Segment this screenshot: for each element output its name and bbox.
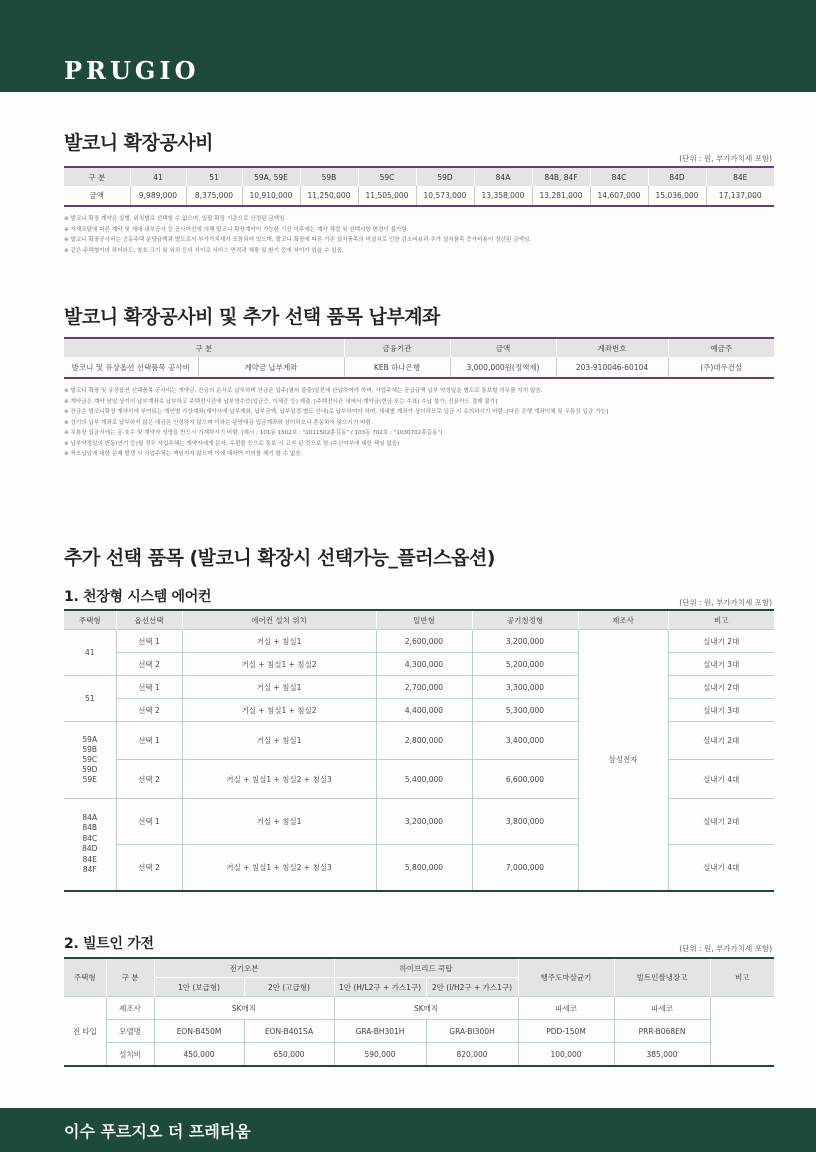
- section1-unit: (단위 : 원, 부가가치세 포함): [679, 154, 772, 163]
- location-cell: 거실 + 침실1: [182, 676, 376, 699]
- location-cell: 거실 + 침실1: [182, 722, 376, 760]
- header-bar: [0, 0, 816, 92]
- header-cell: 옵션선택: [116, 610, 182, 630]
- note-line: ※ 발코니 확장공사비는 공동주택 분양금액과 별도로서 부가가치세가 포함되어 있으며, 발코니 확장에 따른 기존 설치품목의 미설치로 인한 감소비용과 추가 설치품목 증가비용이 정산된 금액임.: [64, 237, 532, 243]
- header-cell: 59A, 59E: [242, 167, 300, 186]
- table-row: [64, 630, 774, 653]
- oven1-cell: EON-B450M: [154, 1020, 244, 1043]
- option-cell: 선택 2: [116, 760, 182, 799]
- header-cell: 빌트인쌀냉장고: [614, 958, 710, 997]
- balcony-cost-table: [64, 166, 774, 207]
- house-type-cell: 41: [64, 630, 116, 676]
- normal-price-cell: 4,400,000: [376, 699, 472, 722]
- header-cell: 59D: [416, 167, 474, 186]
- table-header-row: [64, 610, 774, 630]
- builtin-unit: (단위 : 원, 부가가치세 포함): [679, 944, 772, 953]
- location-cell: 거실 + 침실1 + 침실2 + 침실3: [182, 760, 376, 799]
- header-cell: 하이브리드 쿡탑: [334, 958, 518, 978]
- header-cell: 51: [186, 167, 242, 186]
- location-cell: 거실 + 침실1 + 침실2: [182, 653, 376, 676]
- table-cell: 14,607,000: [590, 186, 648, 206]
- note-cell: 실내기 2대: [668, 676, 774, 699]
- header-cell: 84D: [648, 167, 706, 186]
- aircon-unit: (단위 : 원, 부가가치세 포함): [679, 598, 772, 607]
- table-row: [64, 676, 774, 699]
- note-line: ※ 착오납입에 대한 문제 발생 시 사업주체는 책임지지 않으며 이에 대하여 이의를 제기 할 수 없음.: [64, 451, 303, 457]
- table-cell: KEB 하나은행: [344, 357, 450, 378]
- option-cell: 선택 2: [116, 845, 182, 891]
- builtin-appliance-table: [64, 957, 774, 1067]
- note-line: ※ 발코니 확장 및 유상옵션 선택품목 공사비는 계약금, 잔금의 순서로 납부하며 잔금은 입주(열쇠 불출)일전에 완납하여야 하며, 사업주체는 공급금액 납부 약정일을 별도로 통보할 의무를 지지 않음.: [64, 388, 543, 394]
- table-cell: 9,989,000: [130, 186, 186, 206]
- note-line: ※ 납부약정일의 변동(연기 등)될 경우 사업주체는 계약자에게 문자, 우편물 등으로 통보 시 고지 된 것으로 함.(수신여부에 대한 책임 없음): [64, 440, 400, 447]
- note-cell: 실내기 3대: [668, 653, 774, 676]
- oven2-cell: EON-B401SA: [244, 1020, 334, 1043]
- header-cell: 에어컨 설치 위치: [182, 610, 376, 630]
- header-cell: 59B: [300, 167, 358, 186]
- option-cell: 선택 1: [116, 630, 182, 653]
- header-cell: 주택형: [64, 958, 106, 997]
- dish-cell: PDD-150M: [518, 1020, 614, 1043]
- row-label-cell: 설치비: [106, 1043, 154, 1067]
- oven-cell: SK매직: [154, 997, 334, 1020]
- hood2-cell: GRA-BI300H: [426, 1020, 518, 1043]
- note-cell: 실내기 4대: [668, 845, 774, 891]
- house-type-cell: 59A 59B 59C 59D 59E: [64, 722, 116, 799]
- house-type-cell: 51: [64, 676, 116, 722]
- aircon-title: 1. 천장형 시스템 에어컨: [64, 589, 212, 605]
- table-row: [64, 357, 774, 378]
- header-cell: 59C: [358, 167, 416, 186]
- option-cell: 선택 1: [116, 676, 182, 699]
- header-cell: 84A: [474, 167, 532, 186]
- normal-price-cell: 4,300,000: [376, 653, 472, 676]
- section2-notes: [64, 386, 774, 460]
- header-cell: 주택형: [64, 610, 116, 630]
- option-cell: 선택 1: [116, 722, 182, 760]
- purifier-price-cell: 3,800,000: [472, 799, 578, 845]
- section1-title: 발코니 확장공사비: [64, 132, 213, 154]
- footer-title: 이수 푸르지오 더 프레티움: [64, 1122, 251, 1141]
- header-cell: 행주도마살균기: [518, 958, 614, 997]
- table-row: [64, 699, 774, 722]
- normal-price-cell: 5,400,000: [376, 760, 472, 799]
- header-cell: 1안 (보급형): [154, 978, 244, 997]
- dish-cell: 100,000: [518, 1043, 614, 1067]
- note-cell: 실내기 4대: [668, 760, 774, 799]
- location-cell: 거실 + 침실1: [182, 799, 376, 845]
- table-row: [64, 722, 774, 760]
- table-cell: 10,573,000: [416, 186, 474, 206]
- location-cell: 거실 + 침실1 + 침실2 + 침실3: [182, 845, 376, 891]
- table-cell: 금액: [89, 191, 104, 200]
- oven1-cell: 450,000: [154, 1043, 244, 1067]
- note-line: ※ 자재조달에 따른 계약 및 세대 내부공사 등 공사여건에 의해 발코니 확장계약이 가능한 기간 이후에는 계약 체결 및 선택사항 변경이 불가함.: [64, 226, 409, 233]
- table-cell: 13,358,000: [474, 186, 532, 206]
- section3-title: 추가 선택 품목 (발코니 확장시 선택가능_플러스옵션): [64, 547, 495, 569]
- header-cell: 41: [130, 167, 186, 186]
- table-row: [64, 845, 774, 891]
- header-cell: 비고: [668, 610, 774, 630]
- header-cell: 계좌번호: [556, 338, 668, 357]
- table-row: [64, 186, 774, 206]
- table-row: [64, 799, 774, 845]
- normal-price-cell: 3,200,000: [376, 799, 472, 845]
- table-cell: 15,036,000: [648, 186, 706, 206]
- normal-price-cell: 2,700,000: [376, 676, 472, 699]
- header-cell: 전기오븐: [154, 958, 334, 978]
- fridge-cell: PRR-B068EN: [614, 1020, 710, 1043]
- row-label-cell: 제조사: [106, 997, 154, 1020]
- note-cell: 실내기 2대: [668, 722, 774, 760]
- builtin-title: 2. 빌트인 가전: [64, 936, 154, 952]
- table-cell: 8,375,000: [186, 186, 242, 206]
- note-line: ※ 잔금은 발코니확장 계약서에 부여되는 개인별 가상계좌(계약서에 납부계좌, 납부금액, 납부일정 별도 안내)로 납부하여야 하며, 세대별 계좌가 상이하므로 입금 시 유의하시기 바람. [다른 은행 계좌이체 및 무통장 입금 가능]: [64, 409, 609, 415]
- purifier-price-cell: 3,400,000: [472, 722, 578, 760]
- fridge-cell: 385,000: [614, 1043, 710, 1067]
- table-header-row: [64, 338, 774, 357]
- table-header-row: [64, 958, 774, 978]
- normal-price-cell: 5,800,000: [376, 845, 472, 891]
- header-cell: 구 분: [106, 958, 154, 997]
- location-cell: 거실 + 침실1 + 침실2: [182, 699, 376, 722]
- purifier-price-cell: 3,300,000: [472, 676, 578, 699]
- hood2-cell: 820,000: [426, 1043, 518, 1067]
- header-cell: 구 분: [64, 338, 344, 357]
- note-cell: 실내기 2대: [668, 799, 774, 845]
- header-cell: 금액: [450, 338, 556, 357]
- option-cell: 선택 2: [116, 699, 182, 722]
- aircon-table: [64, 609, 774, 892]
- purifier-price-cell: 5,300,000: [472, 699, 578, 722]
- table-cell: 11,250,000: [300, 186, 358, 206]
- hood1-cell: 590,000: [334, 1043, 426, 1067]
- normal-price-cell: 2,600,000: [376, 630, 472, 653]
- section2-title: 발코니 확장공사비 및 추가 선택 품목 납부계좌: [64, 306, 440, 328]
- row-label-cell: 모델명: [106, 1020, 154, 1043]
- table-row: [64, 1043, 774, 1067]
- location-cell: 거실 + 침실1: [182, 630, 376, 653]
- header-cell: 1안 (H/L2구 + 가스1구): [334, 978, 426, 997]
- note-line: ※ 계약금은 계약 당일 상기의 납부계좌로 납부하고 주택전시관에 납부영수증(입금증, 이체증 등) 제출. [주택전시관 내에서 계약금(현금 또는 수표) 수납 불가, 신용카드 결제 불가]: [64, 398, 498, 405]
- header-cell: 2안 (고급형): [244, 978, 334, 997]
- note-cell: 실내기 2대: [668, 630, 774, 653]
- hood1-cell: GRA-BH301H: [334, 1020, 426, 1043]
- header-cell: 금융기관: [344, 338, 450, 357]
- table-header-row: [64, 167, 774, 186]
- table-cell: 203-910046-60104: [556, 357, 668, 378]
- header-cell: 예금주: [668, 338, 774, 357]
- option-cell: 선택 2: [116, 653, 182, 676]
- table-cell: 10,910,000: [242, 186, 300, 206]
- header-cell: 84E: [706, 167, 774, 186]
- header-cell: 일반형: [376, 610, 472, 630]
- header-cell: 84C: [590, 167, 648, 186]
- payment-account-table: [64, 337, 774, 379]
- table-row: [64, 760, 774, 799]
- purifier-price-cell: 6,600,000: [472, 760, 578, 799]
- note-line: ※ 같은 주택형이라 하더라도, 창호 크기 및 위치 등의 차이로 서비스 면적과 채광 및 환기 등에 차이가 있을 수 있음.: [64, 247, 344, 254]
- note-cell: 실내기 3대: [668, 699, 774, 722]
- note-line: ※ 상기의 납부 계좌로 납부하지 않은 대금은 인정하지 않으며 이와는 분양대금 입금계좌와 상이하오니 혼동하지 않으시기 바람.: [64, 419, 373, 426]
- footer-bar: [0, 1108, 816, 1152]
- dish-cell: 파세코: [518, 997, 614, 1020]
- manufacturer-cell: 삼성전자: [578, 630, 668, 891]
- table-cell: 3,000,000원(정액제): [450, 357, 556, 378]
- table-row: [64, 1020, 774, 1043]
- table-cell: 11,505,000: [358, 186, 416, 206]
- header-cell: 비고: [710, 958, 774, 997]
- normal-price-cell: 2,800,000: [376, 722, 472, 760]
- house-type-cell: 84A 84B 84C 84D 84E 84F: [64, 799, 116, 891]
- section1-notes: [64, 214, 774, 256]
- purifier-price-cell: 3,200,000: [472, 630, 578, 653]
- note-line: ※ 무통장 입금시에는 동·호수 및 계약자 성명을 반드시 기재하시기 바람. [예시 : 101동 1502호 : "1011502홍길동" / 103동 702호 : "1030702홍길동"]: [64, 430, 443, 436]
- table-cell: 계약금 납부계좌: [198, 357, 344, 378]
- house-type-cell: 전 타입: [64, 997, 106, 1067]
- hood-cell: SK매직: [334, 997, 518, 1020]
- note-line: ※ 발코니 확장 계약은 실별, 위치별로 선택할 수 없으며, 일괄 확장 기준으로 산정된 금액임.: [64, 216, 287, 222]
- table-cell: 17,137,000: [706, 186, 774, 206]
- fridge-cell: 파세코: [614, 997, 710, 1020]
- table-row: [64, 653, 774, 676]
- oven2-cell: 650,000: [244, 1043, 334, 1067]
- header-cell: 공기청정형: [472, 610, 578, 630]
- header-cell: 제조사: [578, 610, 668, 630]
- table-cell: 13,281,000: [532, 186, 590, 206]
- note-cell: [710, 997, 774, 1067]
- header-cell: 84B, 84F: [532, 167, 590, 186]
- table-cell: (주)대우건설: [668, 357, 774, 378]
- table-row: [64, 997, 774, 1020]
- table-cell: 발코니 및 유상옵션 선택품목 공사비: [71, 362, 190, 372]
- header-cell: 구 분: [64, 167, 130, 186]
- prugio-logo: PRUGIO: [64, 56, 200, 85]
- purifier-price-cell: 5,200,000: [472, 653, 578, 676]
- header-cell: 2안 (I/H2구 + 가스1구): [426, 978, 518, 997]
- purifier-price-cell: 7,000,000: [472, 845, 578, 891]
- option-cell: 선택 1: [116, 799, 182, 845]
